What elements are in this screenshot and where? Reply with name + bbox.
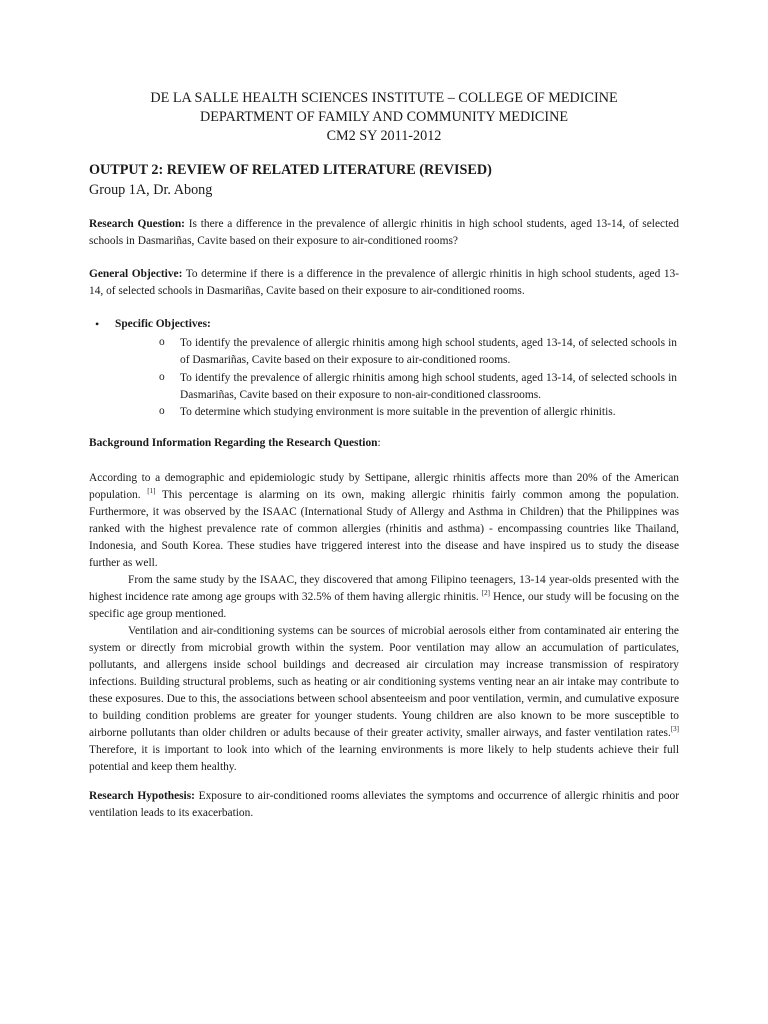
objective-text: To identify the prevalence of allergic rhinitis among high school students, aged 13-14, of selected schools in of Dasmariñas, Cavite based on their exposure to air-conditioned rooms.: [180, 337, 677, 366]
background-heading-text: Background Information Regarding the Research Question: [89, 437, 378, 449]
department-name: DEPARTMENT OF FAMILY AND COMMUNITY MEDICINE: [199, 109, 569, 125]
specific-objectives-heading: [95, 317, 211, 331]
research-hypothesis-text: Exposure to air-conditioned rooms alleviates the symptoms and occurrence of allergic rhinitis and poor ventilation leads to its exacerbation.: [89, 790, 679, 819]
background-paragraph-2: [89, 572, 679, 623]
bullet-icon: •: [95, 317, 100, 331]
list-item: [159, 370, 677, 404]
general-objective: [89, 266, 679, 299]
document-header: [0, 89, 768, 146]
background-paragraph-3: [89, 623, 679, 776]
paragraph-text: From the same study by the ISAAC, they discovered that among Filipino teenagers, 13-14 year-olds presented with the highest incidence rate among age groups with 32.5% of them having allergic rhinitis.: [89, 574, 679, 603]
school-year: CM2 SY 2011-2012: [326, 128, 442, 144]
research-question-text: Is there a difference in the prevalence of allergic rhinitis in high school students, aged 13-14, of selected schools in Dasmariñas, Cavite based on their exposure to air-conditioned rooms?: [89, 218, 679, 247]
background-heading: [89, 437, 381, 449]
paragraph-text: Therefore, it is important to look into which of the learning environments is more likely to help students achieve their full potential and keep them healthy.: [89, 744, 679, 773]
citation-3: [3]: [670, 725, 679, 734]
list-marker-icon: o: [159, 336, 165, 348]
research-question-label: Research Question:: [89, 218, 185, 230]
paragraph-text: Hence, our study will be focusing on the specific age group mentioned.: [89, 591, 679, 620]
general-objective-text: To determine if there is a difference in the prevalence of allergic rhinitis in high school students, aged 13-14, of selected schools in Dasmariñas, Cavite based on their exposure to air-conditioned rooms.: [89, 268, 680, 297]
objective-text: To identify the prevalence of allergic rhinitis among high school students, aged 13-14, of selected schools in Dasmariñas, Cavite based on their exposure to non-air-conditioned classrooms.: [180, 372, 677, 401]
institution-name: DE LA SALLE HEALTH SCIENCES INSTITUTE – COLLEGE OF MEDICINE: [150, 90, 618, 106]
paragraph-text: According to a demographic and epidemiologic study by Settipane, allergic rhinitis affects more than 20% of the American population.: [89, 472, 679, 501]
citation-1: [1]: [147, 487, 156, 496]
research-hypothesis-label: Research Hypothesis:: [89, 790, 195, 802]
research-question: [89, 216, 679, 249]
paragraph-text: This percentage is alarming on its own, making allergic rhinitis fairly common among the population. Furthermore, it was observed by the ISAAC (International Study of Allergy and Asthma in Children) that the Philippines was ranked with the highest prevalence rate of common allergies (rhinitis and asthma) - encompassing countries like Thailand, Indonesia, and South Korea. These studies have triggered interest into the disease and have inspired us to study the disease further as well.: [89, 489, 679, 569]
specific-objectives-label: Specific Objectives:: [115, 318, 211, 330]
list-marker-icon: o: [159, 405, 165, 417]
research-hypothesis: [89, 788, 679, 822]
background-paragraph-1: [89, 470, 679, 572]
objective-text: To determine which studying environment is more suitable in the prevention of allergic rhinitis.: [180, 406, 616, 418]
list-marker-icon: o: [159, 371, 165, 383]
list-item: [159, 335, 677, 369]
background-heading-colon: :: [377, 437, 381, 449]
group-line: Group 1A, Dr. Abong: [89, 182, 213, 198]
citation-2: [2]: [481, 589, 490, 598]
document-title: OUTPUT 2: REVIEW OF RELATED LITERATURE (REVISED): [89, 162, 492, 178]
general-objective-label: General Objective:: [89, 268, 183, 280]
list-item: [159, 404, 677, 421]
paragraph-text: Ventilation and air-conditioning systems can be sources of microbial aerosols either from contaminated air entering the system or directly from microbial growth within the system. Poor ventilation may allow an accumulation of particulates, pollutants, and allergens inside school buildings and decreased air circulation may increase transmission of respiratory infections. Building structural problems, such as heating or air conditioning systems venting near an air intake may contribute to these exposures. Due to this, the associations between school absenteeism and poor ventilation, vermin, and cumulative exposure to building condition problems are greater for younger students. Young children are also known to be more susceptible to airborne pollutants than older children or adults because of their greater activity, smaller airways, and faster ventilation rates.: [89, 625, 679, 739]
